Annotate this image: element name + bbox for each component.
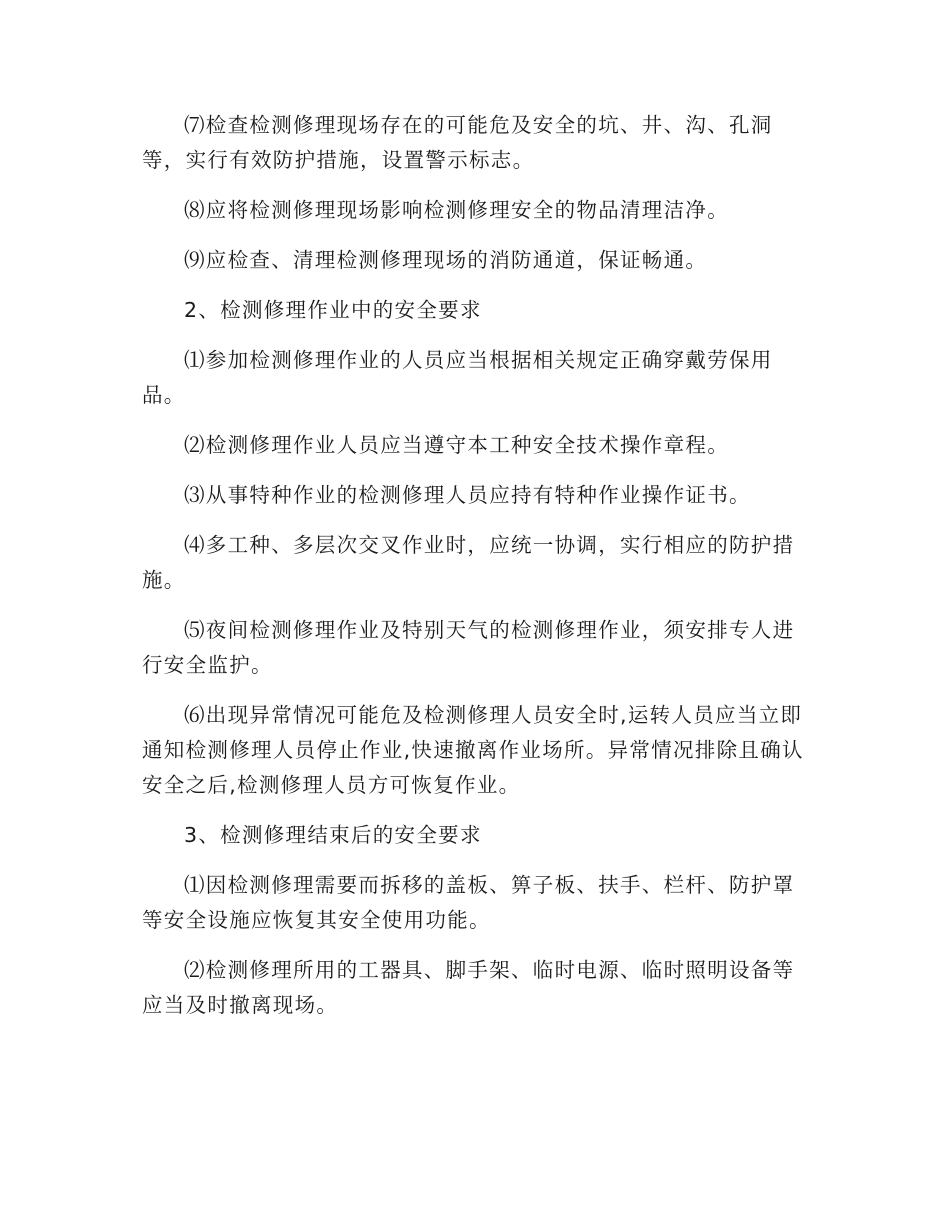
paragraph-item-6-abnormal-situation: ⑹出现异常情况可能危及检测修理人员安全时,运转人员应当立即通知检测修理人员停止作业,快速撤离作业场所。异常情况排除且确认安全之后,检测修理人员方可恢复作业。 (142, 703, 804, 797)
document-body (142, 108, 810, 1038)
paragraph-item-2-remove-tools: ⑵检测修理所用的工器具、脚手架、临时电源、临时照明设备等应当及时撤离现场。 (142, 958, 795, 1017)
section-heading-after-work: 3、检测修理结束后的安全要求 (184, 823, 482, 847)
paragraph-item-4-cross-operation: ⑷多工种、多层次交叉作业时，应统一协调，实行相应的防护措施。 (142, 533, 795, 592)
paragraph-item-1-restore-facilities: ⑴因检测修理需要而拆移的盖板、箅子板、扶手、栏杆、防护罩等安全设施应恢复其安全使用功能。 (142, 873, 795, 932)
paragraph-item-1-protective-gear: ⑴参加检测修理作业的人员应当根据相关规定正确穿戴劳保用品。 (142, 348, 773, 407)
paragraph-item-5-night-work: ⑸夜间检测修理作业及特别天气的检测修理作业，须安排专人进行安全监护。 (142, 618, 795, 677)
section-heading-during-work: 2、检测修理作业中的安全要求 (184, 298, 482, 322)
paragraph-item-2-operating-rules: ⑵检测修理作业人员应当遵守本工种安全技术操作章程。 (184, 433, 729, 457)
paragraph-item-7-hazard-protection: ⑺检查检测修理现场存在的可能危及安全的坑、井、沟、孔洞等，实行有效防护措施，设置警示标志。 (142, 113, 773, 172)
paragraph-item-9-fire-passage: ⑼应检查、清理检测修理现场的消防通道，保证畅通。 (184, 248, 708, 272)
paragraph-item-8-clear-items: ⑻应将检测修理现场影响检测修理安全的物品清理洁净。 (184, 198, 729, 222)
paragraph-item-3-special-certificate: ⑶从事特种作业的检测修理人员应持有特种作业操作证书。 (184, 483, 751, 507)
